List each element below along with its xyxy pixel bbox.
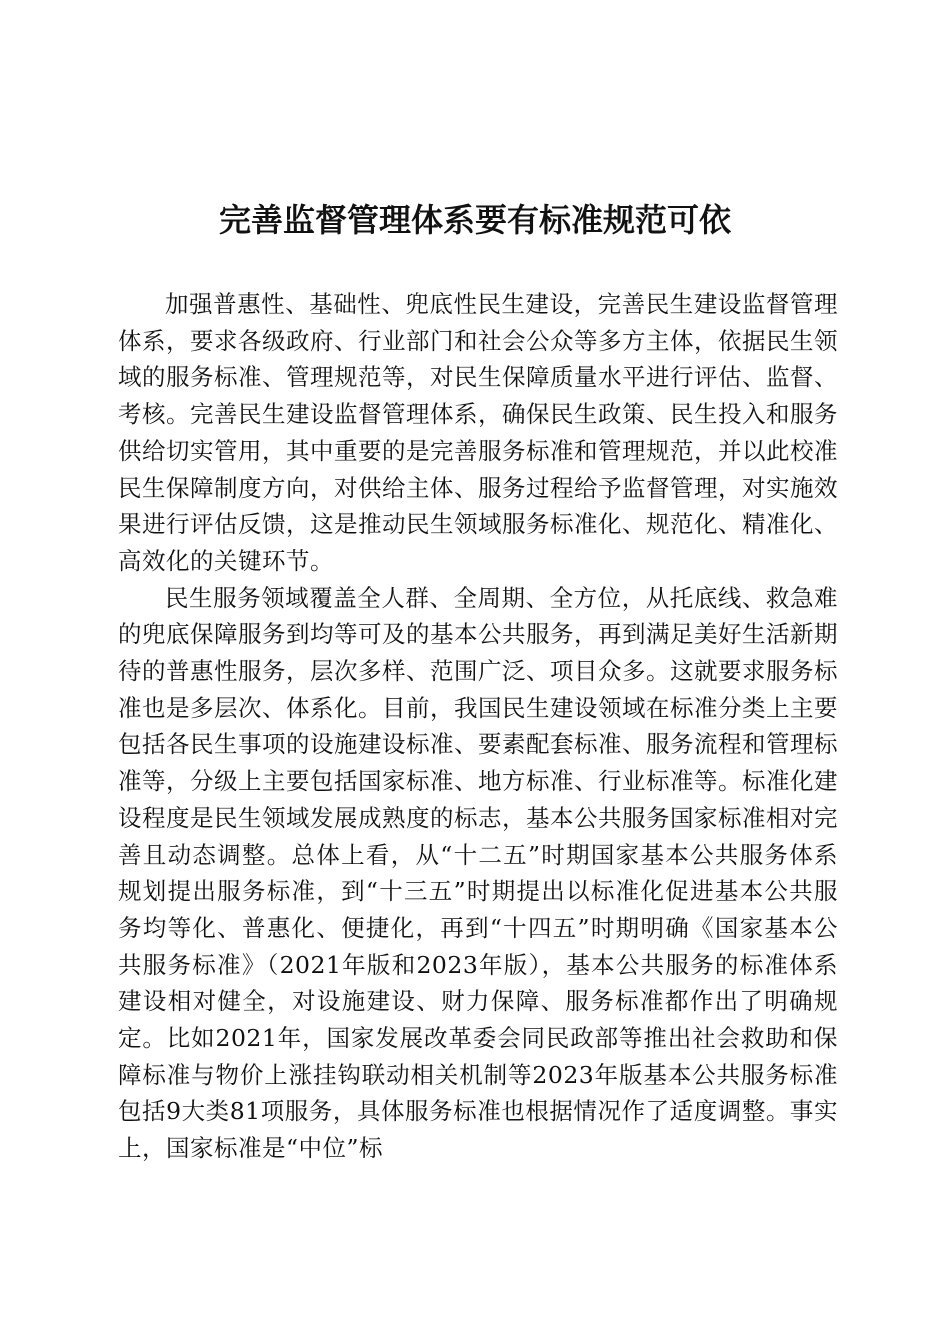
paragraph-1: 加强普惠性、基础性、兜底性民生建设，完善民生建设监督管理体系，要求各级政府、行业部门和社会公众等多方主体，依据民生领域的服务标准、管理规范等，对民生保障质量水平进行评估、监督、考核。完善民生建设监督管理体系，确保民生政策、民生投入和服务供给切实管用，其中重要的是完善服务标准和管理规范，并以此校准民生保障制度方向，对供给主体、服务过程给予监督管理，对实施效果进行评估反馈，这是推动民生领域服务标准化、规范化、精准化、高效化的关键环节。 [118,290,838,575]
document-body [118,286,838,1167]
paragraph-2: 民生服务领域覆盖全人群、全周期、全方位，从托底线、救急难的兜底保障服务到均等可及的基本公共服务，再到满足美好生活新期待的普惠性服务，层次多样、范围广泛、项目众多。这就要求服务标准也是多层次、体系化。目前，我国民生建设领域在标准分类上主要包括各民生事项的设施建设标准、要素配套标准、服务流程和管理标准等，分级上主要包括国家标准、地方标准、行业标准等。标准化建设程度是民生领域发展成熟度的标志，基本公共服务国家标准相对完善且动态调整。总体上看，从“十二五”时期国家基本公共服务体系规划提出服务标准，到“十三五”时期提出以标准化促进基本公共服务均等化、普惠化、便捷化，再到“十四五”时期明确《国家基本公共服务标准》（2021年版和2023年版），基本公共服务的标准体系建设相对健全，对设施建设、财力保障、服务标准都作出了明确规定。比如2021年，国家发展改革委会同民政部等推出社会救助和保障标准与物价上涨挂钩联动相关机制等2023年版基本公共服务标准包括9大类81项服务，具体服务标准也根据情况作了适度调整。事实上，国家标准是“中位”标 [118,583,838,1163]
document-title: 完善监督管理体系要有标准规范可依 [218,201,731,239]
